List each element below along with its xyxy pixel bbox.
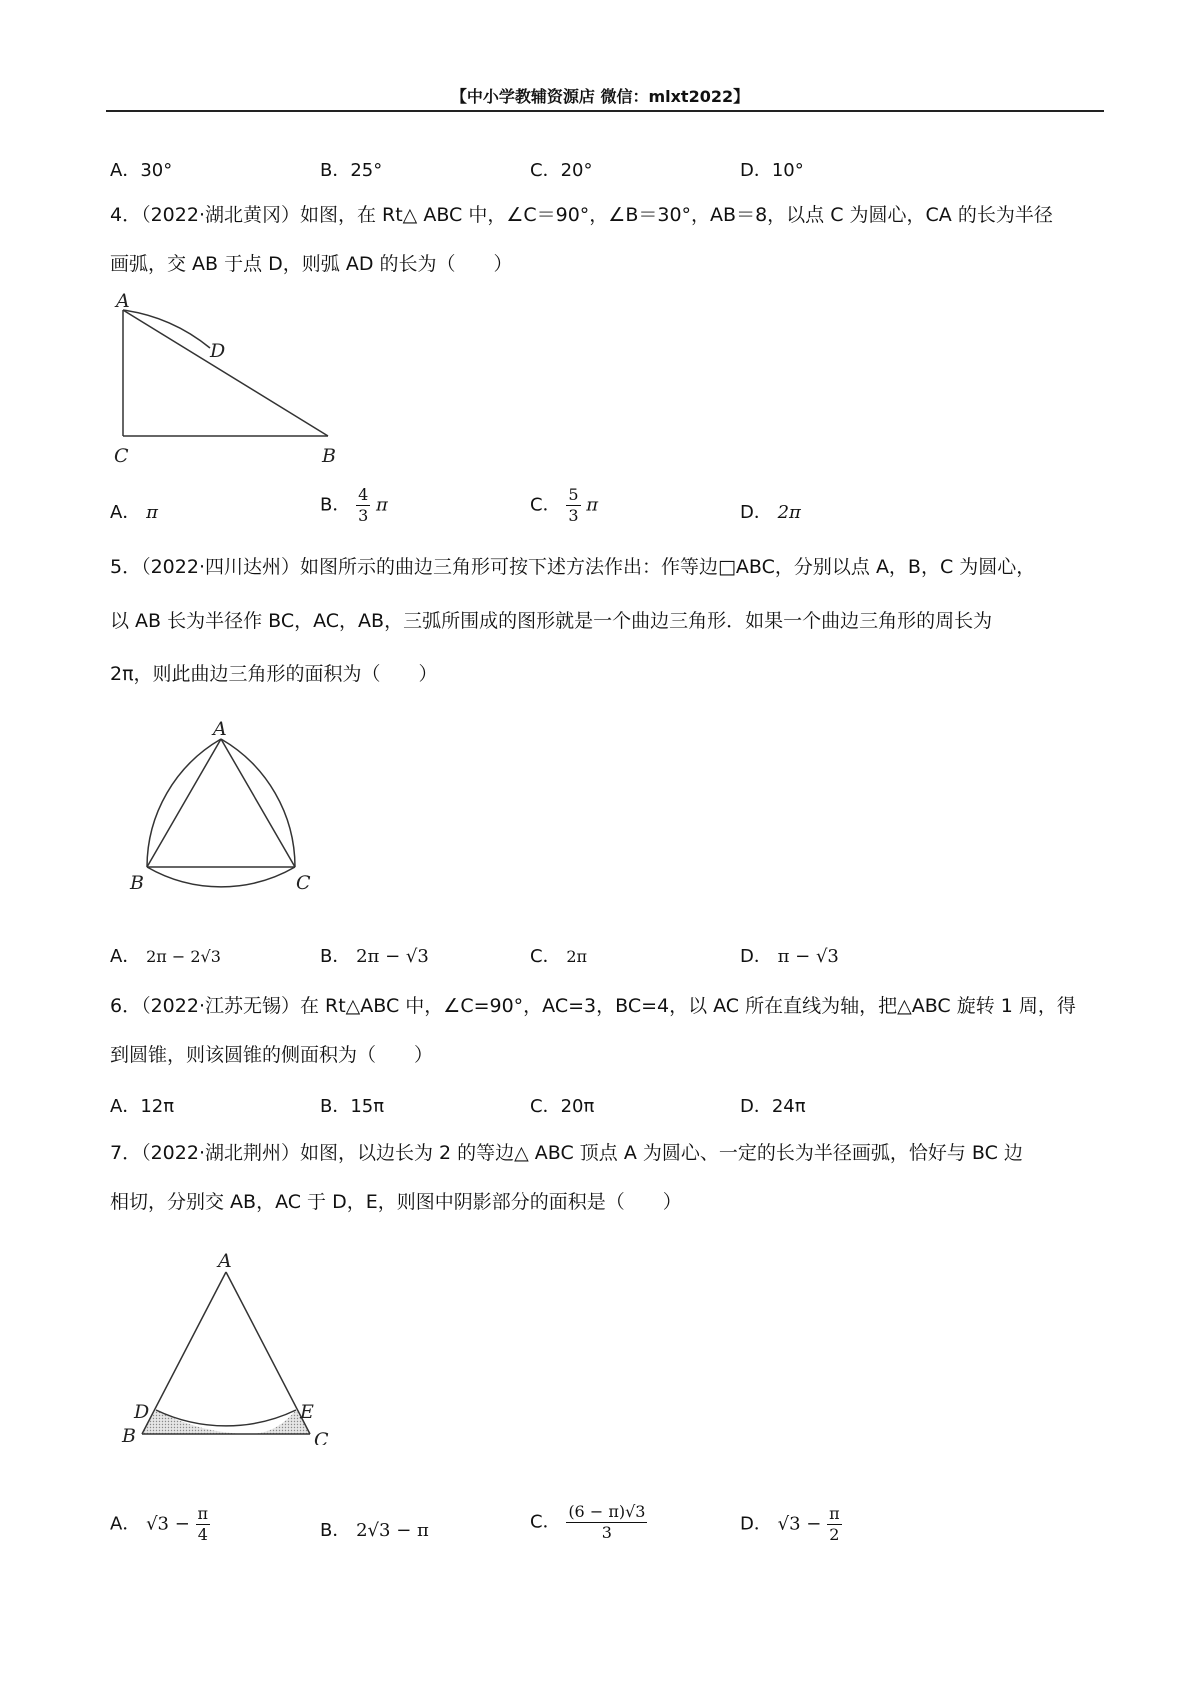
q5-option-c: [530, 942, 587, 968]
q5-option-b-value: 2π − √3: [356, 946, 429, 967]
q5-arc-bc: [147, 867, 295, 887]
q6-option-a: A．12π: [110, 1096, 175, 1117]
q7-option-a-denominator: 4: [197, 1525, 208, 1544]
q5-option-b: [320, 942, 429, 968]
q3-option-b: B．25°: [320, 160, 383, 181]
q5-label-c: C: [296, 872, 311, 894]
q4-label-c: C: [114, 445, 129, 467]
q7-option-a-lead: √3 −: [146, 1513, 190, 1535]
q4-arc-ad: [123, 310, 210, 348]
q7-option-a-letter: A．: [110, 1513, 141, 1535]
q4-figure: [100, 290, 360, 470]
q5-text-line1: 5．（2022·四川达州）如图所示的曲边三角形可按下述方法作出：作等边□ABC，分别以点 A，B，C 为圆心，: [110, 556, 1036, 578]
q7-label-b: B: [122, 1425, 136, 1445]
q5-option-b-letter: B．: [320, 946, 351, 967]
q7-option-c-letter: C．: [530, 1511, 561, 1533]
q7-side-ac: [226, 1272, 310, 1434]
q7-label-d: D: [134, 1401, 150, 1423]
q5-side-ab: [147, 739, 221, 867]
q7-option-a: [110, 1504, 210, 1545]
q7-shade-left: [142, 1410, 250, 1434]
q5-figure: [120, 715, 330, 900]
q4-option-c-numerator: 5: [568, 485, 579, 504]
q4-option-c: [530, 485, 598, 526]
page-header: 【中小学教辅资源店 微信：mlxt2022】: [450, 87, 750, 106]
q4-option-c-denominator: 3: [568, 506, 579, 525]
q4-option-b-denominator: 3: [358, 506, 369, 525]
q5-option-a-value: 2π − 2√3: [146, 947, 221, 966]
q4-option-b-pi: π: [376, 494, 388, 516]
q4-label-b: B: [322, 445, 336, 467]
q7-option-b-value: 2√3 − π: [356, 1520, 429, 1541]
header-rule: [106, 110, 1104, 112]
q6-option-b: B．15π: [320, 1096, 385, 1117]
q5-option-a: [110, 942, 221, 968]
q7-option-c-fraction: [566, 1502, 647, 1543]
q7-option-d-letter: D．: [740, 1513, 772, 1535]
q5-text-line3: 2π，则此曲边三角形的面积为（ ）: [110, 663, 438, 685]
q4-option-a: [110, 498, 158, 524]
q5-side-ac: [221, 739, 295, 867]
q4-option-c-fraction: [566, 485, 580, 526]
q7-text-line1: 7．（2022·湖北荆州）如图，以边长为 2 的等边△ ABC 顶点 A 为圆心、一定的长为半径画弧，恰好与 BC 边: [110, 1142, 1023, 1164]
q4-option-c-letter: C．: [530, 494, 561, 516]
q7-option-d-fraction: [827, 1504, 842, 1545]
q5-label-b: B: [130, 872, 144, 894]
q7-option-b: [320, 1516, 429, 1542]
q7-label-a: A: [218, 1250, 232, 1272]
q5-option-a-letter: A．: [110, 946, 141, 967]
q3-option-d: D．10°: [740, 160, 804, 181]
q4-option-c-pi: π: [586, 494, 599, 516]
q3-option-a: A．30°: [110, 160, 173, 181]
q7-option-a-fraction: [196, 1504, 211, 1545]
q4-option-a-value: π: [146, 502, 158, 523]
q7-label-c: C: [314, 1429, 329, 1445]
q7-option-c-denominator: 3: [601, 1523, 612, 1542]
q7-label-e: E: [300, 1401, 314, 1423]
q6-option-d: D．24π: [740, 1096, 806, 1117]
q7-option-c-numerator: (6 − π)√3: [568, 1502, 646, 1521]
q7-side-ab: [142, 1272, 226, 1434]
q3-option-c: C．20°: [530, 160, 593, 181]
q7-option-a-numerator: π: [197, 1504, 209, 1523]
q7-option-d: [740, 1504, 842, 1545]
q4-text-line2: 画弧，交 AB 于点 D，则弧 AD 的长为（ ）: [110, 253, 513, 275]
q6-text-line1: 6．（2022·江苏无锡）在 Rt△ABC 中，∠C=90°，AC=3，BC=4，以 AC 所在直线为轴，把△ABC 旋转 1 周，得: [110, 995, 1076, 1017]
q4-label-d: D: [210, 340, 226, 362]
q7-option-c: [530, 1502, 647, 1543]
q5-option-c-value: 2π: [566, 947, 588, 966]
q7-option-b-letter: B．: [320, 1520, 351, 1541]
q4-option-d-letter: D．: [740, 502, 772, 523]
q7-figure: [110, 1240, 360, 1445]
q7-option-d-denominator: 2: [829, 1525, 840, 1544]
q4-option-a-letter: A．: [110, 502, 141, 523]
q6-option-c: C．20π: [530, 1096, 595, 1117]
q5-option-d-letter: D．: [740, 946, 772, 967]
q4-option-b: [320, 485, 388, 526]
q7-option-d-numerator: π: [829, 1504, 840, 1523]
q4-text-line1: 4．（2022·湖北黄冈）如图，在 Rt△ ABC 中，∠C＝90°，∠B＝30°，AB＝8，以点 C 为圆心，CA 的长为半径: [110, 204, 1053, 226]
q4-option-b-numerator: 4: [358, 485, 369, 504]
q5-option-d-value: π − √3: [777, 946, 839, 967]
q4-option-d: [740, 498, 801, 524]
q5-text-line2: 以 AB 长为半径作 BC，AC，AB，三弧所围成的图形就是一个曲边三角形．如果一个曲边三角形的周长为: [110, 610, 993, 632]
q4-option-b-letter: B．: [320, 494, 351, 516]
q4-side-ab: [123, 310, 328, 436]
q5-option-d: [740, 942, 839, 968]
q6-text-line2: 到圆锥，则该圆锥的侧面积为（ ）: [110, 1044, 434, 1066]
q7-option-d-lead: √3 −: [777, 1513, 822, 1535]
q5-option-c-letter: C．: [530, 946, 561, 967]
q4-option-b-fraction: [356, 485, 370, 526]
q7-text-line2: 相切，分别交 AB，AC 于 D，E，则图中阴影部分的面积是（ ）: [110, 1191, 682, 1213]
q4-label-a: A: [116, 290, 130, 312]
q5-label-a: A: [213, 718, 227, 740]
q4-option-d-value: 2π: [777, 502, 801, 523]
